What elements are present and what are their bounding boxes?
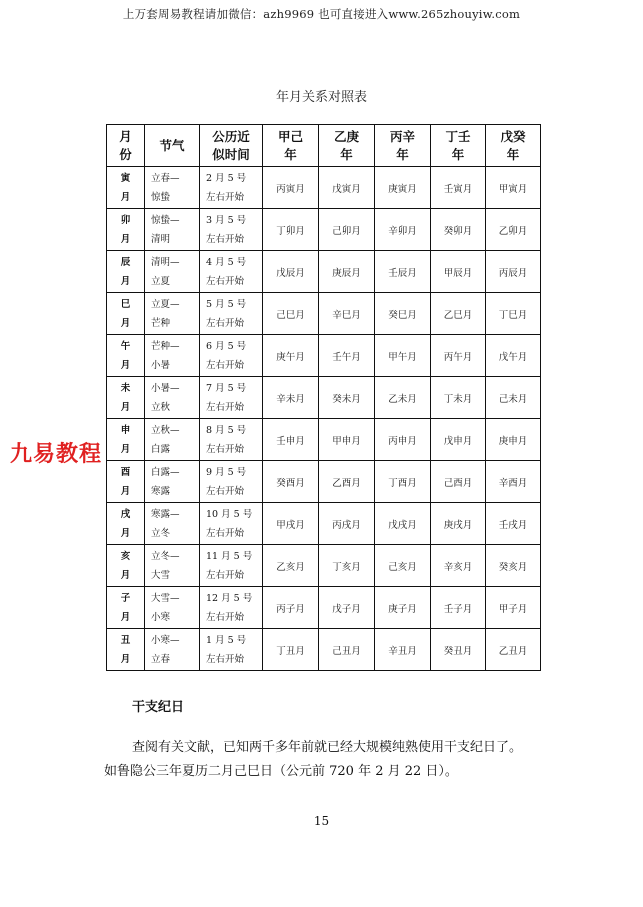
ganzhi-month-cell: 辛酉月 <box>486 461 541 503</box>
header-year-suffix: 年 <box>340 146 353 162</box>
jieqi-cell <box>145 293 200 335</box>
jieqi-line2: 立冬 <box>151 527 171 539</box>
gongli-line1: 12 月 5 号 <box>206 592 253 604</box>
jieqi-line1: 清明— <box>151 256 180 268</box>
month-suffix: 月 <box>120 527 131 539</box>
ganzhi-month-cell: 庚寅月 <box>375 167 431 209</box>
gongli-line2: 左右开始 <box>206 443 245 455</box>
ganzhi-month-cell: 戊戌月 <box>375 503 431 545</box>
ganzhi-month-cell: 丁丑月 <box>263 629 319 671</box>
ganzhi-month-cell: 壬戌月 <box>486 503 541 545</box>
gongli-line1: 5 月 5 号 <box>206 298 247 310</box>
month-cell <box>107 251 145 293</box>
ganzhi-month-cell: 戊辰月 <box>263 251 319 293</box>
jieqi-line1: 惊蛰— <box>151 214 180 226</box>
ganzhi-month-cell: 癸巳月 <box>375 293 431 335</box>
gongli-cell <box>200 335 263 377</box>
gongli-cell <box>200 377 263 419</box>
jieqi-cell <box>145 335 200 377</box>
jieqi-cell <box>145 251 200 293</box>
jieqi-line2: 立春 <box>151 653 171 665</box>
gongli-line2: 左右开始 <box>206 317 245 329</box>
ganzhi-month-cell: 辛丑月 <box>375 629 431 671</box>
month-branch: 戌 <box>120 508 131 520</box>
jieqi-cell <box>145 503 200 545</box>
gongli-line1: 4 月 5 号 <box>206 256 247 268</box>
ganzhi-month-cell: 庚午月 <box>263 335 319 377</box>
header-year-wugui <box>486 125 541 167</box>
month-branch: 巳 <box>120 298 131 310</box>
ganzhi-month-cell: 甲子月 <box>486 587 541 629</box>
table-row <box>107 293 541 335</box>
header-year-suffix: 年 <box>451 146 465 162</box>
gongli-cell <box>200 587 263 629</box>
month-cell <box>107 545 145 587</box>
ganzhi-month-cell: 己亥月 <box>375 545 431 587</box>
gongli-line1: 10 月 5 号 <box>206 508 253 520</box>
body-paragraph <box>104 736 550 784</box>
header-year-label: 丙辛 <box>389 128 415 144</box>
header-gongli <box>200 125 263 167</box>
month-cell <box>107 419 145 461</box>
month-suffix: 月 <box>120 233 131 245</box>
header-year-label: 丁壬 <box>445 128 471 144</box>
ganzhi-month-cell: 壬子月 <box>431 587 486 629</box>
jieqi-line2: 小寒 <box>151 611 171 623</box>
header-year-suffix: 年 <box>284 146 297 162</box>
header-year-suffix: 年 <box>506 146 520 162</box>
month-suffix: 月 <box>120 569 131 581</box>
jieqi-cell <box>145 461 200 503</box>
month-suffix: 月 <box>120 653 131 665</box>
ganzhi-month-cell: 癸亥月 <box>486 545 541 587</box>
gongli-line2: 左右开始 <box>206 569 245 581</box>
table-row <box>107 335 541 377</box>
month-suffix: 月 <box>120 401 131 413</box>
month-cell <box>107 335 145 377</box>
gongli-line1: 6 月 5 号 <box>206 340 247 352</box>
month-branch: 寅 <box>120 172 131 184</box>
ganzhi-month-cell: 庚辰月 <box>319 251 375 293</box>
jieqi-line1: 小暑— <box>151 382 180 394</box>
gongli-line1: 9 月 5 号 <box>206 466 247 478</box>
table-title: 年月关系对照表 <box>275 90 367 105</box>
month-branch: 辰 <box>120 256 131 268</box>
gongli-line1: 1 月 5 号 <box>206 634 247 646</box>
table-row <box>107 461 541 503</box>
gongli-line2: 左右开始 <box>206 527 245 539</box>
ganzhi-month-cell: 己酉月 <box>431 461 486 503</box>
jieqi-cell <box>145 419 200 461</box>
table-row <box>107 503 541 545</box>
table-row <box>107 209 541 251</box>
ganzhi-month-cell: 乙丑月 <box>486 629 541 671</box>
ganzhi-month-cell: 庚戌月 <box>431 503 486 545</box>
jieqi-line1: 白露— <box>151 466 180 478</box>
jieqi-line1: 寒露— <box>151 508 180 520</box>
page-header: 上万套周易教程请加微信：azh9969 也可直接进入www.265zhouyiw.com <box>122 7 521 21</box>
ganzhi-month-cell: 癸卯月 <box>431 209 486 251</box>
header-year-label: 乙庚 <box>333 128 359 144</box>
month-branch: 亥 <box>120 550 131 562</box>
table-row <box>107 251 541 293</box>
ganzhi-month-cell: 癸酉月 <box>263 461 319 503</box>
ganzhi-month-cell: 己未月 <box>486 377 541 419</box>
page-number: 15 <box>313 814 330 828</box>
ganzhi-month-cell: 己巳月 <box>263 293 319 335</box>
ganzhi-month-cell: 壬寅月 <box>431 167 486 209</box>
month-branch: 申 <box>120 424 131 436</box>
ganzhi-month-cell: 甲申月 <box>319 419 375 461</box>
ganzhi-month-cell: 乙卯月 <box>486 209 541 251</box>
month-cell <box>107 293 145 335</box>
table-row <box>107 629 541 671</box>
gongli-line2: 左右开始 <box>206 653 245 665</box>
gongli-line2: 左右开始 <box>206 233 245 245</box>
month-suffix: 月 <box>120 443 131 455</box>
table-row <box>107 587 541 629</box>
ganzhi-month-cell: 丙申月 <box>375 419 431 461</box>
month-suffix: 月 <box>120 359 131 371</box>
table-row <box>107 377 541 419</box>
ganzhi-month-cell: 壬午月 <box>319 335 375 377</box>
jieqi-cell <box>145 167 200 209</box>
table-row <box>107 419 541 461</box>
jieqi-cell <box>145 209 200 251</box>
jieqi-cell <box>145 377 200 419</box>
jieqi-cell <box>145 587 200 629</box>
ganzhi-month-cell: 辛卯月 <box>375 209 431 251</box>
header-year-yigeng <box>319 125 375 167</box>
ganzhi-month-cell: 乙酉月 <box>319 461 375 503</box>
header-year-label: 戊癸 <box>500 128 526 144</box>
ganzhi-month-cell: 己卯月 <box>319 209 375 251</box>
gongli-cell <box>200 209 263 251</box>
month-relation-table <box>106 124 541 671</box>
jieqi-line2: 芒种 <box>151 317 171 329</box>
ganzhi-month-cell: 丙寅月 <box>263 167 319 209</box>
month-branch: 子 <box>120 592 131 604</box>
gongli-cell <box>200 293 263 335</box>
jieqi-line2: 寒露 <box>151 485 171 497</box>
header-month <box>107 125 145 167</box>
ganzhi-month-cell: 丙戌月 <box>319 503 375 545</box>
month-suffix: 月 <box>120 275 131 287</box>
ganzhi-month-cell: 丁酉月 <box>375 461 431 503</box>
gongli-line2: 左右开始 <box>206 359 245 371</box>
ganzhi-month-cell: 戊申月 <box>431 419 486 461</box>
ganzhi-month-cell: 乙未月 <box>375 377 431 419</box>
ganzhi-month-cell: 辛巳月 <box>319 293 375 335</box>
section-title: 干支纪日 <box>132 700 185 715</box>
jieqi-line1: 立秋— <box>151 424 180 436</box>
jieqi-line1: 小寒— <box>151 634 180 646</box>
month-branch: 丑 <box>120 634 131 646</box>
ganzhi-month-cell: 乙巳月 <box>431 293 486 335</box>
month-cell <box>107 587 145 629</box>
jieqi-line2: 立夏 <box>151 275 171 287</box>
ganzhi-month-cell: 丁巳月 <box>486 293 541 335</box>
table-row <box>107 545 541 587</box>
month-suffix: 月 <box>120 485 131 497</box>
gongli-line1: 8 月 5 号 <box>206 424 247 436</box>
jieqi-cell <box>145 629 200 671</box>
gongli-cell <box>200 167 263 209</box>
jieqi-line1: 立春— <box>151 172 180 184</box>
gongli-cell <box>200 629 263 671</box>
month-cell <box>107 377 145 419</box>
ganzhi-month-cell: 丁亥月 <box>319 545 375 587</box>
header-jieqi: 节气 <box>145 125 200 167</box>
ganzhi-month-cell: 乙亥月 <box>263 545 319 587</box>
gongli-line2: 左右开始 <box>206 191 245 203</box>
ganzhi-month-cell: 癸未月 <box>319 377 375 419</box>
jieqi-line2: 白露 <box>151 443 171 455</box>
ganzhi-month-cell: 甲辰月 <box>431 251 486 293</box>
ganzhi-month-cell: 庚申月 <box>486 419 541 461</box>
ganzhi-month-cell: 壬辰月 <box>375 251 431 293</box>
jieqi-cell <box>145 545 200 587</box>
month-cell <box>107 629 145 671</box>
gongli-cell <box>200 419 263 461</box>
gongli-line2: 左右开始 <box>206 611 245 623</box>
paragraph-line-1: 查阅有关文献，已知两千多年前就已经大规模纯熟使用干支纪日了。 <box>132 740 523 755</box>
ganzhi-month-cell: 辛亥月 <box>431 545 486 587</box>
gongli-line1: 7 月 5 号 <box>206 382 247 394</box>
ganzhi-month-cell: 甲戌月 <box>263 503 319 545</box>
header-year-jiaji <box>263 125 319 167</box>
header-year-bingxin <box>375 125 431 167</box>
table-header-row <box>107 125 541 167</box>
gongli-line2: 左右开始 <box>206 275 245 287</box>
ganzhi-month-cell: 壬申月 <box>263 419 319 461</box>
gongli-line1: 2 月 5 号 <box>206 172 247 184</box>
header-year-dingren <box>431 125 486 167</box>
ganzhi-month-cell: 丁卯月 <box>263 209 319 251</box>
header-gongli-line2: 似时间 <box>212 146 250 162</box>
jieqi-line2: 立秋 <box>151 401 171 413</box>
ganzhi-month-cell: 癸丑月 <box>431 629 486 671</box>
gongli-cell <box>200 503 263 545</box>
ganzhi-month-cell: 丙子月 <box>263 587 319 629</box>
gongli-line1: 3 月 5 号 <box>206 214 247 226</box>
jieqi-line1: 立冬— <box>151 550 180 562</box>
month-cell <box>107 503 145 545</box>
ganzhi-month-cell: 戊午月 <box>486 335 541 377</box>
ganzhi-month-cell: 甲午月 <box>375 335 431 377</box>
jieqi-line1: 大雪— <box>151 592 180 604</box>
month-suffix: 月 <box>120 317 131 329</box>
header-gongli-line1: 公历近 <box>212 128 250 144</box>
jieqi-line2: 清明 <box>151 233 171 245</box>
header-year-label: 甲己 <box>277 128 303 144</box>
paragraph-line-2: 如鲁隐公三年夏历二月己巳日（公元前 720 年 2 月 22 日）。 <box>104 764 458 779</box>
month-branch: 未 <box>120 382 131 394</box>
ganzhi-month-cell: 戊子月 <box>319 587 375 629</box>
month-branch: 午 <box>120 340 131 352</box>
month-cell <box>107 167 145 209</box>
month-branch: 酉 <box>120 466 131 478</box>
header-month-line2: 份 <box>119 146 132 162</box>
watermark-logo: 九易教程 <box>10 442 103 467</box>
gongli-line2: 左右开始 <box>206 485 245 497</box>
ganzhi-month-cell: 庚子月 <box>375 587 431 629</box>
ganzhi-month-cell: 丁未月 <box>431 377 486 419</box>
jieqi-line2: 大雪 <box>151 569 171 581</box>
month-branch: 卯 <box>120 214 131 226</box>
header-month-line1: 月 <box>119 128 132 144</box>
gongli-cell <box>200 251 263 293</box>
ganzhi-month-cell: 己丑月 <box>319 629 375 671</box>
jieqi-line1: 立夏— <box>151 298 180 310</box>
ganzhi-month-cell: 戊寅月 <box>319 167 375 209</box>
ganzhi-month-cell: 辛未月 <box>263 377 319 419</box>
jieqi-line2: 惊蛰 <box>151 191 171 203</box>
jieqi-line2: 小暑 <box>151 359 171 371</box>
gongli-line1: 11 月 5 号 <box>206 550 253 562</box>
month-suffix: 月 <box>120 611 131 623</box>
ganzhi-month-cell: 丙午月 <box>431 335 486 377</box>
gongli-line2: 左右开始 <box>206 401 245 413</box>
header-year-suffix: 年 <box>396 146 409 162</box>
gongli-cell <box>200 461 263 503</box>
ganzhi-month-cell: 甲寅月 <box>486 167 541 209</box>
gongli-cell <box>200 545 263 587</box>
month-cell <box>107 209 145 251</box>
month-cell <box>107 461 145 503</box>
table-row <box>107 167 541 209</box>
month-suffix: 月 <box>120 191 131 203</box>
ganzhi-month-cell: 丙辰月 <box>486 251 541 293</box>
jieqi-line1: 芒种— <box>151 340 180 352</box>
